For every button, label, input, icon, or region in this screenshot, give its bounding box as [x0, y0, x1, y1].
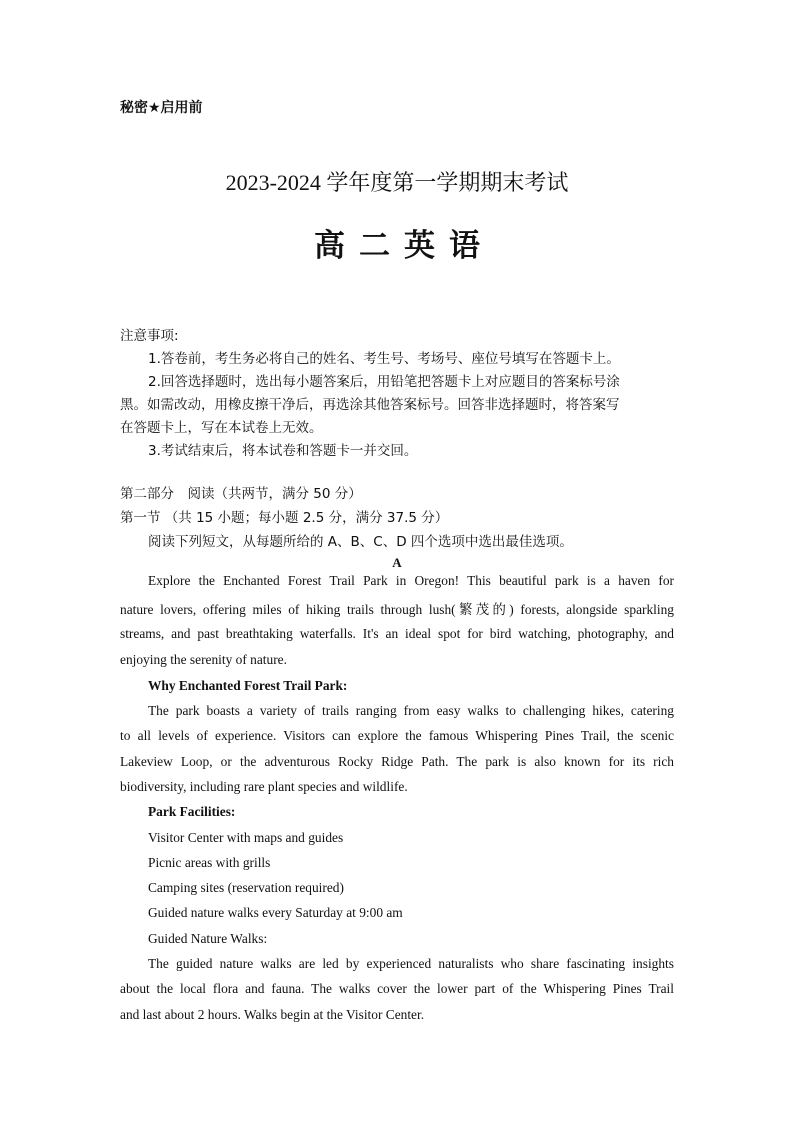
facility-item: Visitor Center with maps and guides [148, 830, 344, 845]
passage-p3-line-1: The guided nature walks are led by experienced naturalists who share fascinating insights [148, 956, 674, 971]
confidential-mark: 秘密★启用前 [120, 100, 203, 116]
facility-item: Guided Nature Walks: [148, 931, 268, 946]
passage-p1-line-1: Explore the Enchanted Forest Trail Park in Oregon! This beautiful park is a haven for [148, 573, 674, 588]
passage-p1-line-2: nature lovers, offering miles of hiking trails through lush(繁茂的) forests, alongside sparkling [120, 602, 674, 617]
note-item-2-line-2: 黑。如需改动，用橡皮擦干净后，再选涂其他答案标号。回答非选择题时，将答案写 [120, 397, 620, 413]
note-item-1: 1.答卷前，考生务必将自己的姓名、考生号、考场号、座位号填写在答题卡上。 [148, 351, 620, 367]
facilities-heading: Park Facilities: [148, 804, 236, 819]
notes-heading: 注意事项: [120, 328, 179, 344]
facility-item: Guided nature walks every Saturday at 9:00 am [148, 905, 403, 920]
passage-p1-line-3: streams, and past breathtaking waterfalls. It's an ideal spot for bird watching, photography, and [120, 626, 674, 641]
passage-p2-line-2: to all levels of experience. Visitors can explore the famous Whispering Pines Trail, the scenic [120, 728, 674, 743]
passage-p1-line-4: enjoying the serenity of nature. [120, 652, 287, 667]
passage-p2-line-3: Lakeview Loop, or the adventurous Rocky Ridge Path. The park is also known for its rich [120, 754, 674, 769]
part-two-heading: 第二部分 阅读（共两节，满分 50 分） [120, 486, 362, 502]
why-heading: Why Enchanted Forest Trail Park: [148, 678, 348, 693]
note-item-3: 3.考试结束后，将本试卷和答题卡一并交回。 [148, 443, 418, 459]
reading-instruction: 阅读下列短文，从每题所给的 A、B、C、D 四个选项中选出最佳选项。 [148, 534, 573, 550]
passage-p3-line-2: about the local flora and fauna. The walks cover the lower part of the Whispering Pines Trail [120, 981, 674, 996]
subject-title: 高二英语 [314, 228, 494, 264]
passage-label: A [392, 555, 402, 570]
facility-item: Picnic areas with grills [148, 855, 271, 870]
note-item-2-line-3: 在答题卡上，写在本试卷上无效。 [120, 420, 323, 436]
passage-p3-line-3: and last about 2 hours. Walks begin at the Visitor Center. [120, 1007, 425, 1022]
section-one-heading: 第一节 （共 15 小题；每小题 2.5 分，满分 37.5 分） [120, 510, 449, 526]
note-item-2-line-1: 2.回答选择题时，选出每小题答案后，用铅笔把答题卡上对应题目的答案标号涂 [148, 374, 620, 390]
exam-title: 2023-2024 学年度第一学期期末考试 [225, 170, 569, 195]
facility-item: Camping sites (reservation required) [148, 880, 344, 895]
passage-p2-line-1: The park boasts a variety of trails ranging from easy walks to challenging hikes, catering [148, 703, 674, 718]
passage-p2-line-4: biodiversity, including rare plant species and wildlife. [120, 779, 408, 794]
